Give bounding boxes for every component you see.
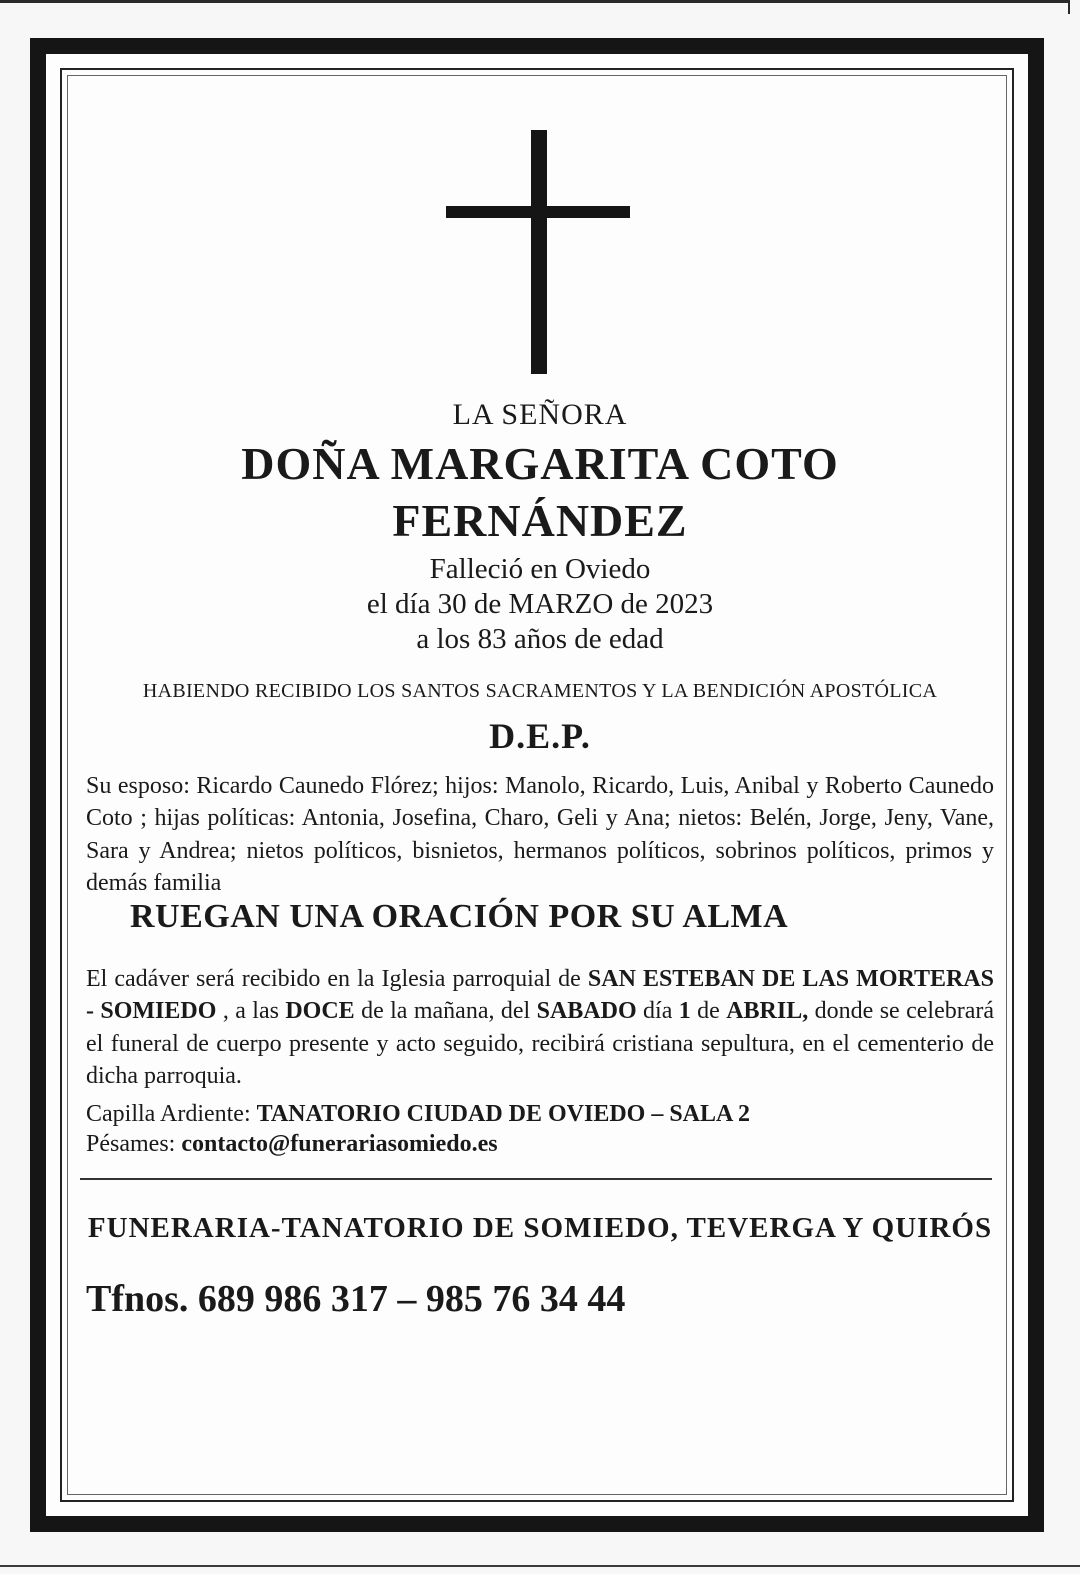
ceremony-text-3: de la mañana, del — [354, 998, 537, 1025]
scan-edge-bottom — [0, 1565, 1080, 1567]
ceremony-day: 1 — [678, 998, 691, 1025]
ceremony-text-1: El cadáver será recibido en la Iglesia parroquial de — [86, 966, 588, 992]
funeral-home-name: FUNERARIA-TANATORIO DE SOMIEDO, TEVERGA Y QUIRÓS — [87, 1212, 993, 1244]
scan-edge-right — [1068, 0, 1070, 14]
ceremony-hour: DOCE — [285, 998, 355, 1025]
ceremony-text-4: día — [636, 998, 679, 1025]
capilla-label: Capilla Ardiente: — [86, 1101, 257, 1127]
ceremony-text-2: , a las — [216, 998, 286, 1025]
capilla-line — [86, 1099, 994, 1129]
family-paragraph: Su esposo: Ricardo Caunedo Flórez; hijos: Manolo, Ricardo, Luis, Anibal y Roberto Caunedo Coto ; hijas políticas: Antonia, Josefina, Charo, Geli y Ana; nietos: Belén, Jorge, Jeny, Vane, Sara y Andrea; nietos políticos, bisnietos, hermanos políticos, sobrinos políticos, primos y demás familia — [86, 773, 994, 897]
deceased-name-line1: DOÑA MARGARITA COTO — [241, 438, 839, 489]
death-age: a los 83 años de edad — [416, 623, 664, 655]
phone-numbers: Tfnos. 689 986 317 – 985 76 34 44 — [86, 1278, 626, 1320]
cross-icon — [531, 130, 547, 374]
pesames-label: Pésames: — [86, 1131, 182, 1157]
pesames-email: contacto@funerariasomiedo.es — [181, 1131, 498, 1157]
deceased-name-line2: FERNÁNDEZ — [392, 495, 688, 546]
ceremony-weekday: SABADO — [536, 998, 637, 1025]
dep-heading: D.E.P. — [489, 716, 591, 756]
death-place: Falleció en Oviedo — [429, 553, 651, 585]
ceremony-text-5: de — [690, 998, 727, 1025]
capilla-value: TANATORIO CIUDAD DE OVIEDO – SALA 2 — [256, 1101, 751, 1127]
death-date: el día 30 de MARZO de 2023 — [366, 588, 714, 620]
capilla-block — [86, 1099, 994, 1159]
sacraments-line: HABIENDO RECIBIDO LOS SANTOS SACRAMENTOS Y LA BENDICIÓN APOSTÓLICA — [142, 680, 938, 702]
divider — [80, 1178, 992, 1180]
church-name: SAN ESTEBAN DE LAS MORTERAS - SOMIEDO — [86, 966, 995, 1025]
pesames-line — [86, 1129, 994, 1159]
ceremony-month: ABRIL, — [726, 998, 809, 1025]
cross-icon-bar — [446, 206, 630, 218]
ceremony-text-6: donde se celebrará el funeral de cuerpo presente y acto seguido, recibirá cristiana sepultura, en el cementerio de dicha parroquia. — [86, 998, 995, 1090]
scan-edge-top — [0, 0, 1068, 3]
heading-la-senora: LA SEÑORA — [452, 398, 628, 431]
ceremony-paragraph — [86, 963, 994, 1093]
prayer-request: RUEGAN UNA ORACIÓN POR SU ALMA — [130, 898, 789, 935]
